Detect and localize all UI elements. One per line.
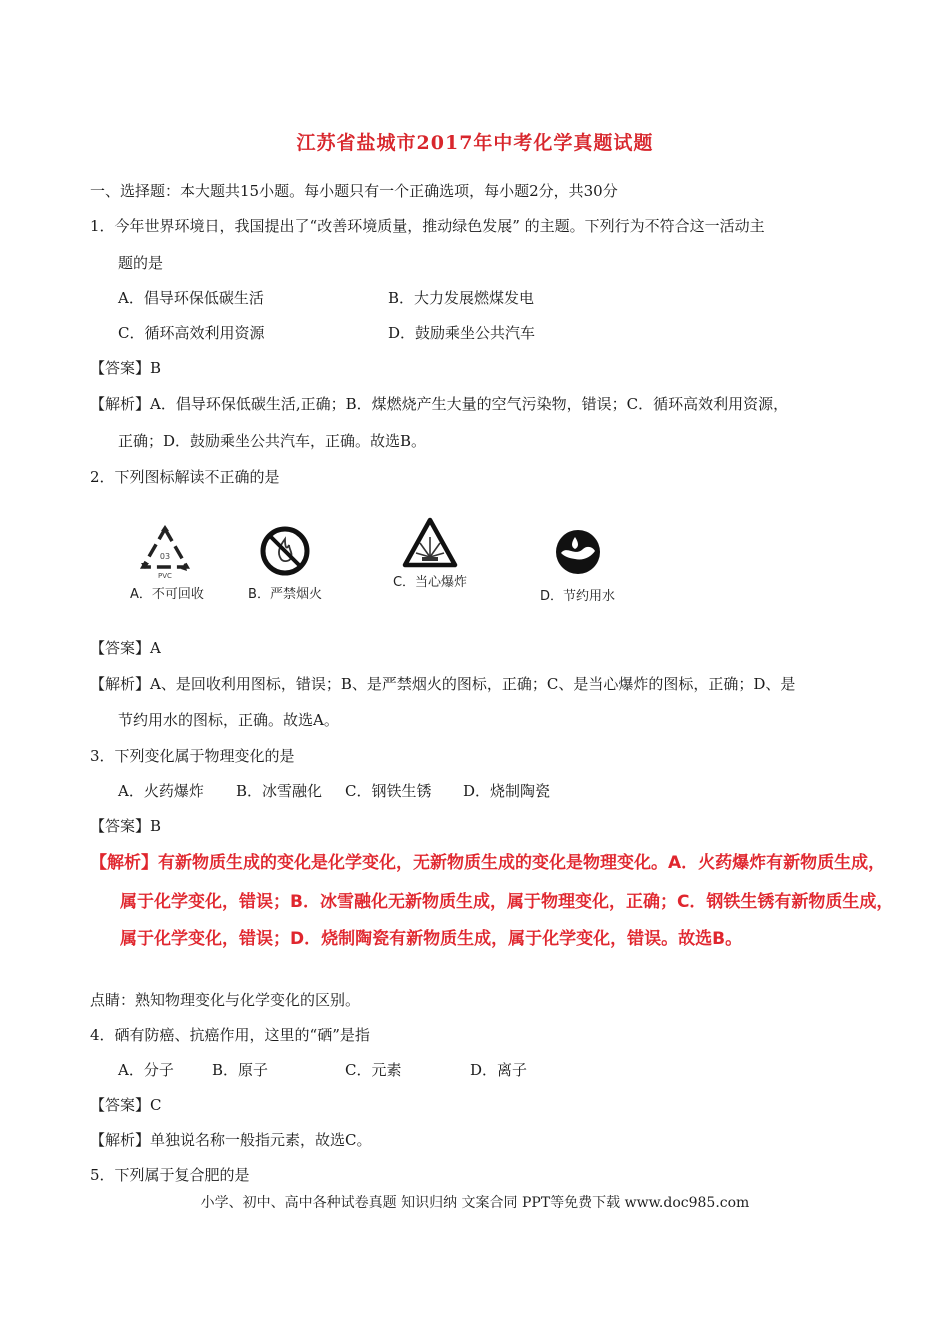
page-title: 江苏省盐城市2017年中考化学真题试题 xyxy=(296,132,654,154)
q4-option-b: B．原子 xyxy=(212,1061,269,1079)
q1-stem-line2: 题的是 xyxy=(118,254,164,272)
q2-caption-d: D．节约用水 xyxy=(539,589,615,604)
q1-option-b: B．大力发展燃煤发电 xyxy=(388,289,535,307)
q1-option-c: C．循环高效利用资源 xyxy=(118,324,265,342)
svg-text:03: 03 xyxy=(159,552,171,561)
q1-option-a: A．倡导环保低碳生活 xyxy=(118,289,264,307)
q2-answer: 【答案】A xyxy=(90,639,161,657)
q2-icon-row xyxy=(130,515,650,615)
q2-stem: 2．下列图标解读不正确的是 xyxy=(90,468,280,486)
q3-option-d: D．烧制陶瓷 xyxy=(463,782,551,800)
q2-analysis-line2: 节约用水的图标，正确。故选A。 xyxy=(118,711,339,729)
q3-option-b: B．冰雪融化 xyxy=(236,782,323,800)
q2-icon-c xyxy=(385,517,475,590)
q1-stem-line1: 1．今年世界环境日，我国提出了“改善环境质量，推动绿色发展” 的主题。下列行为不符合这一活动主 xyxy=(90,217,765,235)
q3-option-c: C．钢铁生锈 xyxy=(345,782,432,800)
q1-answer: 【答案】B xyxy=(90,359,162,377)
q3-answer: 【答案】B xyxy=(90,817,162,835)
q2-caption-a: A．不可回收 xyxy=(130,587,204,602)
q1-analysis-line1: 【解析】A．倡导环保低碳生活,正确；B．煤燃烧产生大量的空气污染物，错误；C．循环高效利用资源， xyxy=(90,395,789,413)
q2-icon-b xyxy=(245,525,325,602)
q2-caption-b: B．严禁烟火 xyxy=(248,587,322,602)
q3-analysis-line3: 属于化学变化，错误；D．烧制陶瓷有新物质生成，属于化学变化，错误。故选B。 xyxy=(120,929,743,949)
q4-option-d: D．离子 xyxy=(470,1061,528,1079)
q2-icon-a xyxy=(130,525,204,602)
q3-analysis-line2: 属于化学变化，错误；B．冰雪融化无新物质生成，属于物理变化，正确；C．钢铁生锈有新物质生成， xyxy=(120,892,894,912)
q2-icon-d xyxy=(530,527,625,604)
no-fire-icon xyxy=(259,525,311,577)
q1-option-d: D．鼓励乘坐公共汽车 xyxy=(388,324,536,342)
q4-option-a: A．分子 xyxy=(118,1061,174,1079)
water-saving-icon xyxy=(553,527,603,577)
q1-analysis-line2: 正确；D．鼓励乘坐公共汽车，正确。故选B。 xyxy=(118,432,427,450)
q4-stem: 4．硒有防癌、抗癌作用，这里的“硒”是指 xyxy=(90,1026,370,1044)
q3-option-a: A．火药爆炸 xyxy=(118,782,204,800)
q2-analysis-line1: 【解析】A、是回收利用图标，错误；B、是严禁烟火的图标，正确；C、是当心爆炸的图标，正确；D、是 xyxy=(90,675,796,693)
q3-stem: 3．下列变化属于物理变化的是 xyxy=(90,747,295,765)
q2-caption-c: C．当心爆炸 xyxy=(392,575,468,590)
q4-option-c: C．元素 xyxy=(345,1061,402,1079)
section-header: 一、选择题：本大题共15小题。每小题只有一个正确选项，每小题2分，共30分 xyxy=(90,182,618,200)
q3-tip: 点睛：熟知物理变化与化学变化的区别。 xyxy=(90,991,361,1009)
explosion-warning-icon xyxy=(402,517,458,569)
q4-answer: 【答案】C xyxy=(90,1096,162,1114)
page-footer: 小学、初中、高中各种试卷真题 知识归纳 文案合同 PPT等免费下载 www.doc985.com xyxy=(200,1195,750,1211)
q3-analysis-line1: 【解析】有新物质生成的变化是化学变化，无新物质生成的变化是物理变化。A．火药爆炸有新物质生成， xyxy=(90,853,886,873)
svg-text:PVC: PVC xyxy=(158,572,172,580)
q5-stem: 5．下列属于复合肥的是 xyxy=(90,1166,250,1184)
q4-analysis: 【解析】单独说名称一般指元素，故选C。 xyxy=(90,1131,372,1149)
recycle-triangle-icon xyxy=(139,525,191,581)
